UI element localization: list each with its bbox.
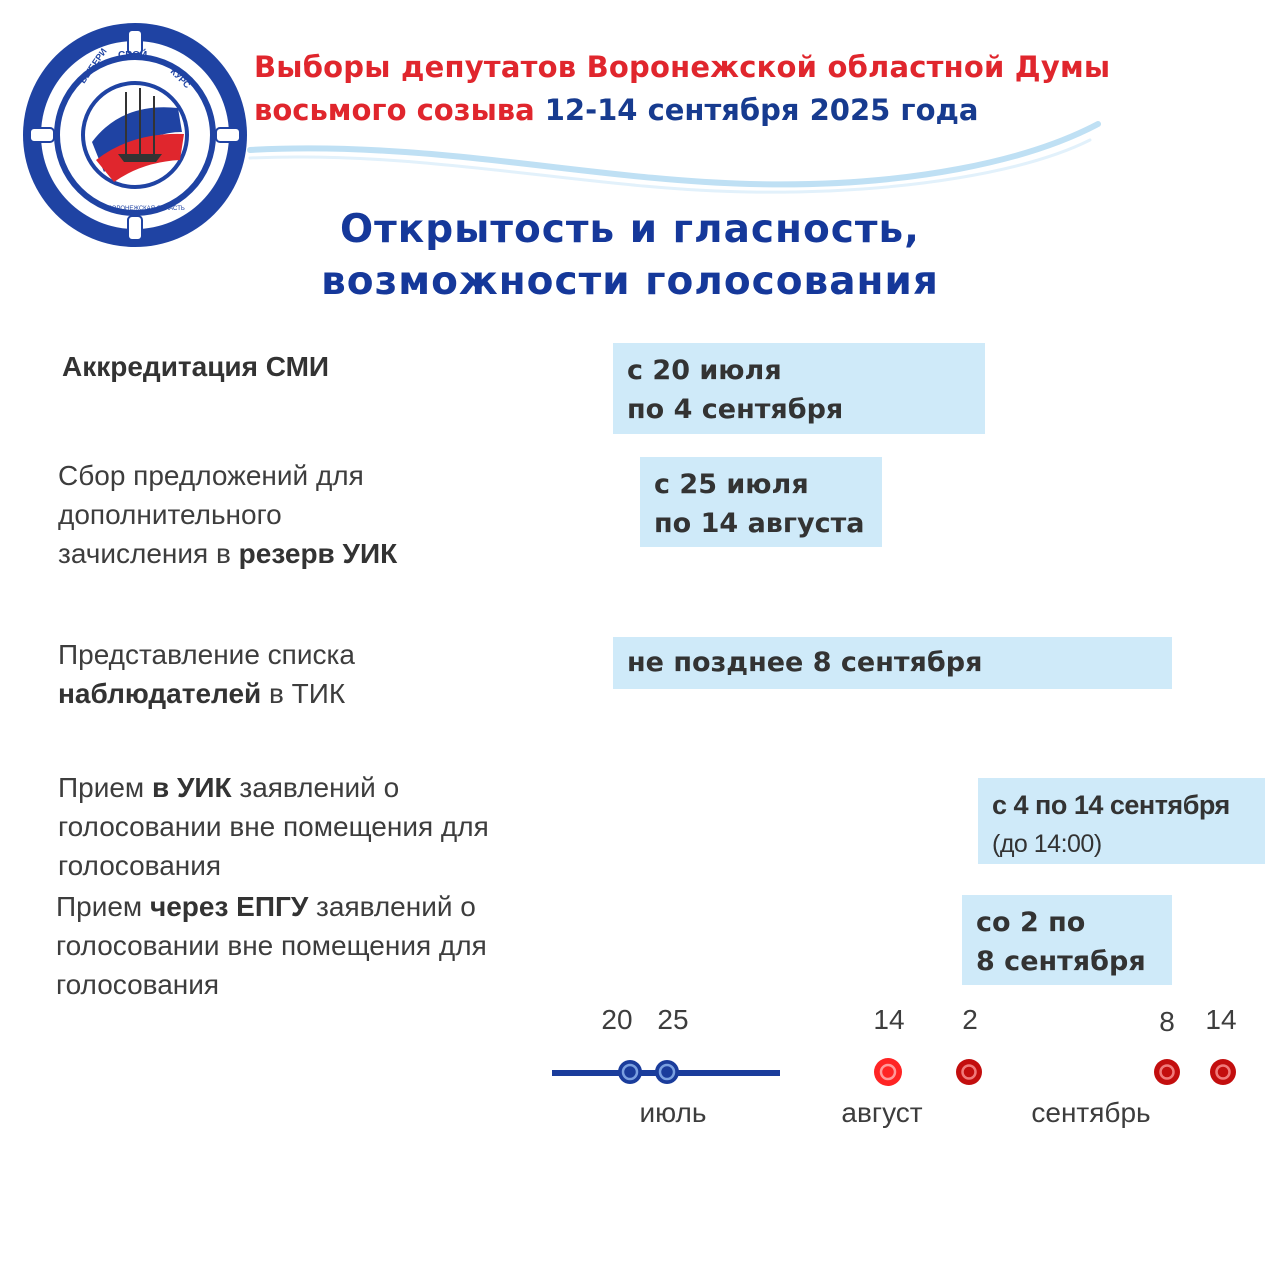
timeline-marker-sep-14 xyxy=(1210,1059,1236,1085)
label-emphasis: наблюдателей xyxy=(58,678,262,709)
label-text: заявлений о xyxy=(308,891,476,922)
label-line xyxy=(58,768,618,807)
label-text: заявлений о xyxy=(231,772,400,803)
dates-line: с 25 июля xyxy=(654,469,809,500)
label-line: Сбор предложений для xyxy=(58,460,364,491)
timeline-marker-sep-2 xyxy=(956,1059,982,1085)
logo-text-vyberi: ВЫБЕРИ xyxy=(77,46,109,86)
dates-text xyxy=(976,903,1146,981)
label-emphasis: в УИК xyxy=(151,772,232,803)
header-election-title: Выборы депутатов Воронежской областной Думы xyxy=(254,50,1111,84)
dates-line: 8 сентября xyxy=(976,946,1146,977)
dates-text xyxy=(654,465,864,543)
row-uik-reserve-dates xyxy=(640,457,882,547)
timeline-marker-aug-14 xyxy=(874,1058,902,1086)
dates-line: с 20 июля xyxy=(627,355,782,386)
row-uik-applications-dates xyxy=(978,778,1265,864)
dates-text: не позднее 8 сентября xyxy=(627,647,983,678)
label-line xyxy=(58,534,618,573)
timeline-tick-label: 14 xyxy=(1205,1004,1237,1035)
label-line: голосовании вне помещения для xyxy=(56,930,487,961)
row-uik-reserve-label xyxy=(58,456,618,573)
label-text: Прием xyxy=(58,772,152,803)
label-text: в ТИК xyxy=(261,678,346,709)
row-media-accreditation-label: Аккредитация СМИ xyxy=(62,351,330,382)
header-dates: 12-14 сентября 2025 года xyxy=(544,93,979,127)
label-line: Представление списка xyxy=(58,639,355,670)
timeline-marker-jul-20 xyxy=(618,1060,642,1084)
timeline-tick-label: 25 xyxy=(657,1004,689,1035)
dates-text xyxy=(627,351,843,429)
dates-line: с 4 по 14 сентября xyxy=(992,790,1230,820)
dates-line: по 4 сентября xyxy=(627,394,844,425)
label-line: голосования xyxy=(56,969,220,1000)
dates-line: по 14 августа xyxy=(654,508,865,539)
row-epgu-applications-dates xyxy=(962,895,1172,985)
timeline-month-label: июль xyxy=(639,1097,707,1128)
row-media-accreditation-dates xyxy=(613,343,985,434)
dates-line: со 2 по xyxy=(976,907,1086,938)
dates-note: (до 14:00) xyxy=(992,830,1102,858)
logo-text-svoy: СВОЙ xyxy=(118,50,148,61)
label-emphasis: через ЕПГУ xyxy=(149,891,309,922)
page-title-line1: Открытость и гласность, xyxy=(340,207,920,252)
label-line xyxy=(56,887,616,926)
label-line: голосования xyxy=(58,850,222,881)
logo-text-region: ВОРОНЕЖСКАЯ ОБЛАСТЬ xyxy=(108,206,185,212)
row-uik-applications-label xyxy=(58,768,618,885)
timeline-month-label: сентябрь xyxy=(1031,1097,1151,1128)
timeline-tick-label: 14 xyxy=(873,1004,905,1035)
row-observers-label xyxy=(58,635,618,713)
header-convocation-text: восьмого созыва xyxy=(254,93,535,127)
timeline xyxy=(540,1000,1260,1140)
label-text: Прием xyxy=(56,891,150,922)
timeline-marker-sep-8 xyxy=(1154,1059,1180,1085)
timeline-tick-label: 8 xyxy=(1159,1006,1175,1037)
timeline-tick-label: 2 xyxy=(962,1004,978,1035)
timeline-tick-label: 20 xyxy=(601,1004,633,1035)
logo-text-kurs: КУРС xyxy=(168,66,193,91)
page-title xyxy=(0,204,1260,308)
label-text: зачисления в xyxy=(58,538,239,569)
row-epgu-applications-label xyxy=(56,887,616,1004)
label-emphasis: резерв УИК xyxy=(238,538,398,569)
timeline-marker-jul-25 xyxy=(655,1060,679,1084)
dates-text xyxy=(992,786,1230,864)
row-observers-dates xyxy=(613,637,1172,689)
page-title-line2: возможности голосования xyxy=(321,259,939,304)
timeline-month-label: август xyxy=(841,1097,923,1128)
label-line: голосовании вне помещения для xyxy=(58,811,489,842)
label-line xyxy=(58,674,618,713)
label-line: дополнительного xyxy=(58,499,282,530)
decorative-wave xyxy=(230,110,1110,200)
